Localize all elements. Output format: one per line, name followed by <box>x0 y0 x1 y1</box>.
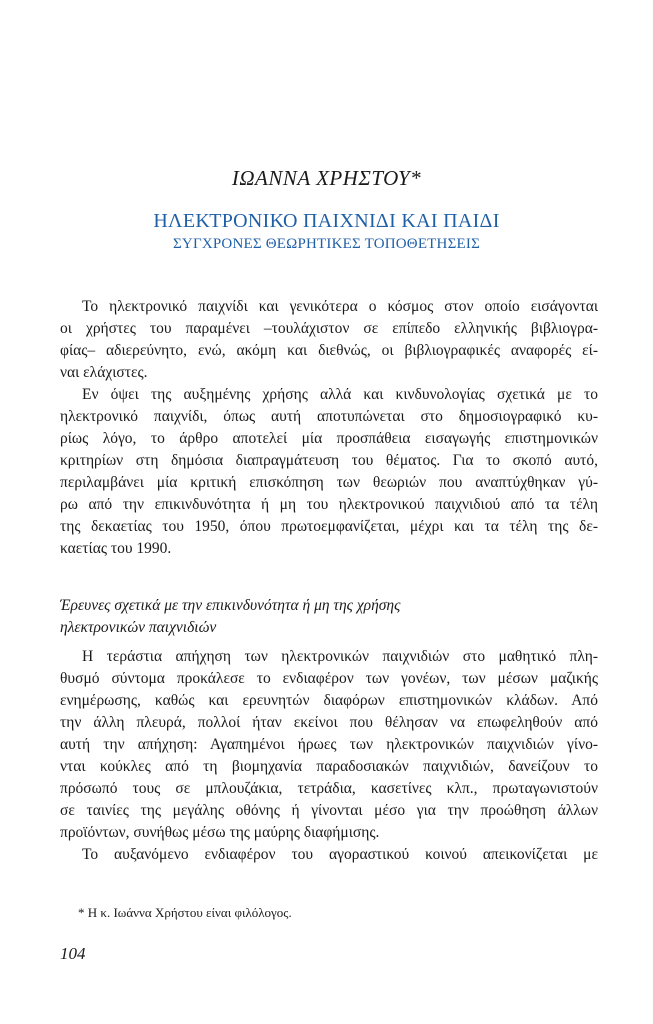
text-line: νται κούκλες από τη βιομηχανία παραδοσιακών παιχνιδιών, δανείζουν το <box>60 758 598 775</box>
page-number: 104 <box>60 944 86 963</box>
text-line: την άλλη πλευρά, πολλοί ήταν εκείνοι που θέλησαν να επωφεληθούν από <box>60 714 598 731</box>
text-line: αυτή την απήχηση: Αγαπημένοι ήρωες των ηλεκτρονικών παιχνιδιών γίνο- <box>60 736 598 753</box>
text-line: Το αυξανόμενο ενδιαφέρον του αγοραστικού κοινού απεικονίζεται με <box>82 846 598 863</box>
section-body <box>60 646 598 866</box>
text-line: ρίως λόγο, το άρθρο αποτελεί μία προσπάθεια εισαγωγής επιστημονικών <box>60 430 598 447</box>
text-line: της δεκαετίας του 1950, όπου πρωτοεμφανίζεται, μέχρι και τα τέλη της δε- <box>60 518 598 535</box>
text-line: περιλαμβάνει μία κριτική επισκόπηση των θεωριών που αναπτύχθηκαν γύ- <box>60 474 598 491</box>
author-name: ΙΩΑΝΝΑ ΧΡΗΣΤΟΥ* <box>231 166 422 190</box>
text-line: προϊόντων, συνήθως μέσω της μαύρης διαφήμισης. <box>60 824 380 841</box>
text-line: σε ταινίες της μεγάλης οθόνης ή γίνονται μέσο για την προώθηση άλλων <box>60 802 598 819</box>
text-line: Το ηλεκτρονικό παιχνίδι και γενικότερα ο κόσμος στον οποίο εισάγονται <box>82 298 598 315</box>
text-line: ρω από την επικινδυνότητα ή μη του ηλεκτρονικού παιχνιδιού από τα τέλη <box>60 496 598 513</box>
text-line: ηλεκτρονικό παιχνίδι, όπως αυτή αποτυπώνεται στο δημοσιογραφικό κυ- <box>60 408 598 425</box>
section-heading <box>60 595 598 639</box>
text-line: φίας– αδιερεύνητο, ενώ, ακόμη και διεθνώς, οι βιβλιογραφικές αναφορές εί- <box>60 342 598 359</box>
heading-line: Έρευνες σχετικά με την επικινδυνότητα ή μη της χρήσης <box>60 597 401 614</box>
paragraph <box>60 844 598 866</box>
text-line: ναι ελάχιστες. <box>60 364 148 381</box>
article-title: ΗΛΕΚΤΡΟΝΙΚΟ ΠΑΙΧΝΙΔΙ ΚΑΙ ΠΑΙΔΙ <box>153 210 500 232</box>
heading-line: ηλεκτρονικών παιχνιδιών <box>60 619 217 636</box>
text-line: οι χρήστες του παραμένει –τουλάχιστον σε επίπεδο ελληνικής βιβλιογρα- <box>60 320 598 337</box>
text-line: θυσμό σύντομα προκάλεσε το ενδιαφέρον των γονέων, των μέσων μαζικής <box>60 670 598 687</box>
introduction <box>60 296 598 560</box>
paragraph <box>60 384 598 560</box>
text-line: πρόσωπό τους σε μπλουζάκια, τετράδια, κασετίνες κλπ., πρωταγωνιστούν <box>60 780 598 797</box>
paragraph <box>60 646 598 844</box>
text-line: κριτηρίων στη δημόσια διαπραγμάτευση του θέματος. Για το σκοπό αυτό, <box>60 452 598 469</box>
text-line: ενημέρωσης, καθώς και ερευνητών διαφόρων επιστημονικών κλάδων. Από <box>60 692 598 709</box>
paragraph <box>60 296 598 384</box>
footnote: * Η κ. Ιωάννα Χρήστου είναι φιλόλογος. <box>78 905 292 920</box>
article-subtitle: ΣΥΓΧΡΟΝΕΣ ΘΕΩΡΗΤΙΚΕΣ ΤΟΠΟΘΕΤΗΣΕΙΣ <box>173 236 480 252</box>
text-line: καετίας του 1990. <box>60 540 172 557</box>
text-line: Εν όψει της αυξημένης χρήσης αλλά και κινδυνολογίας σχετικά με το <box>82 386 598 403</box>
text-line: Η τεράστια απήχηση των ηλεκτρονικών παιχνιδιών στο μαθητικό πλη- <box>82 648 598 665</box>
